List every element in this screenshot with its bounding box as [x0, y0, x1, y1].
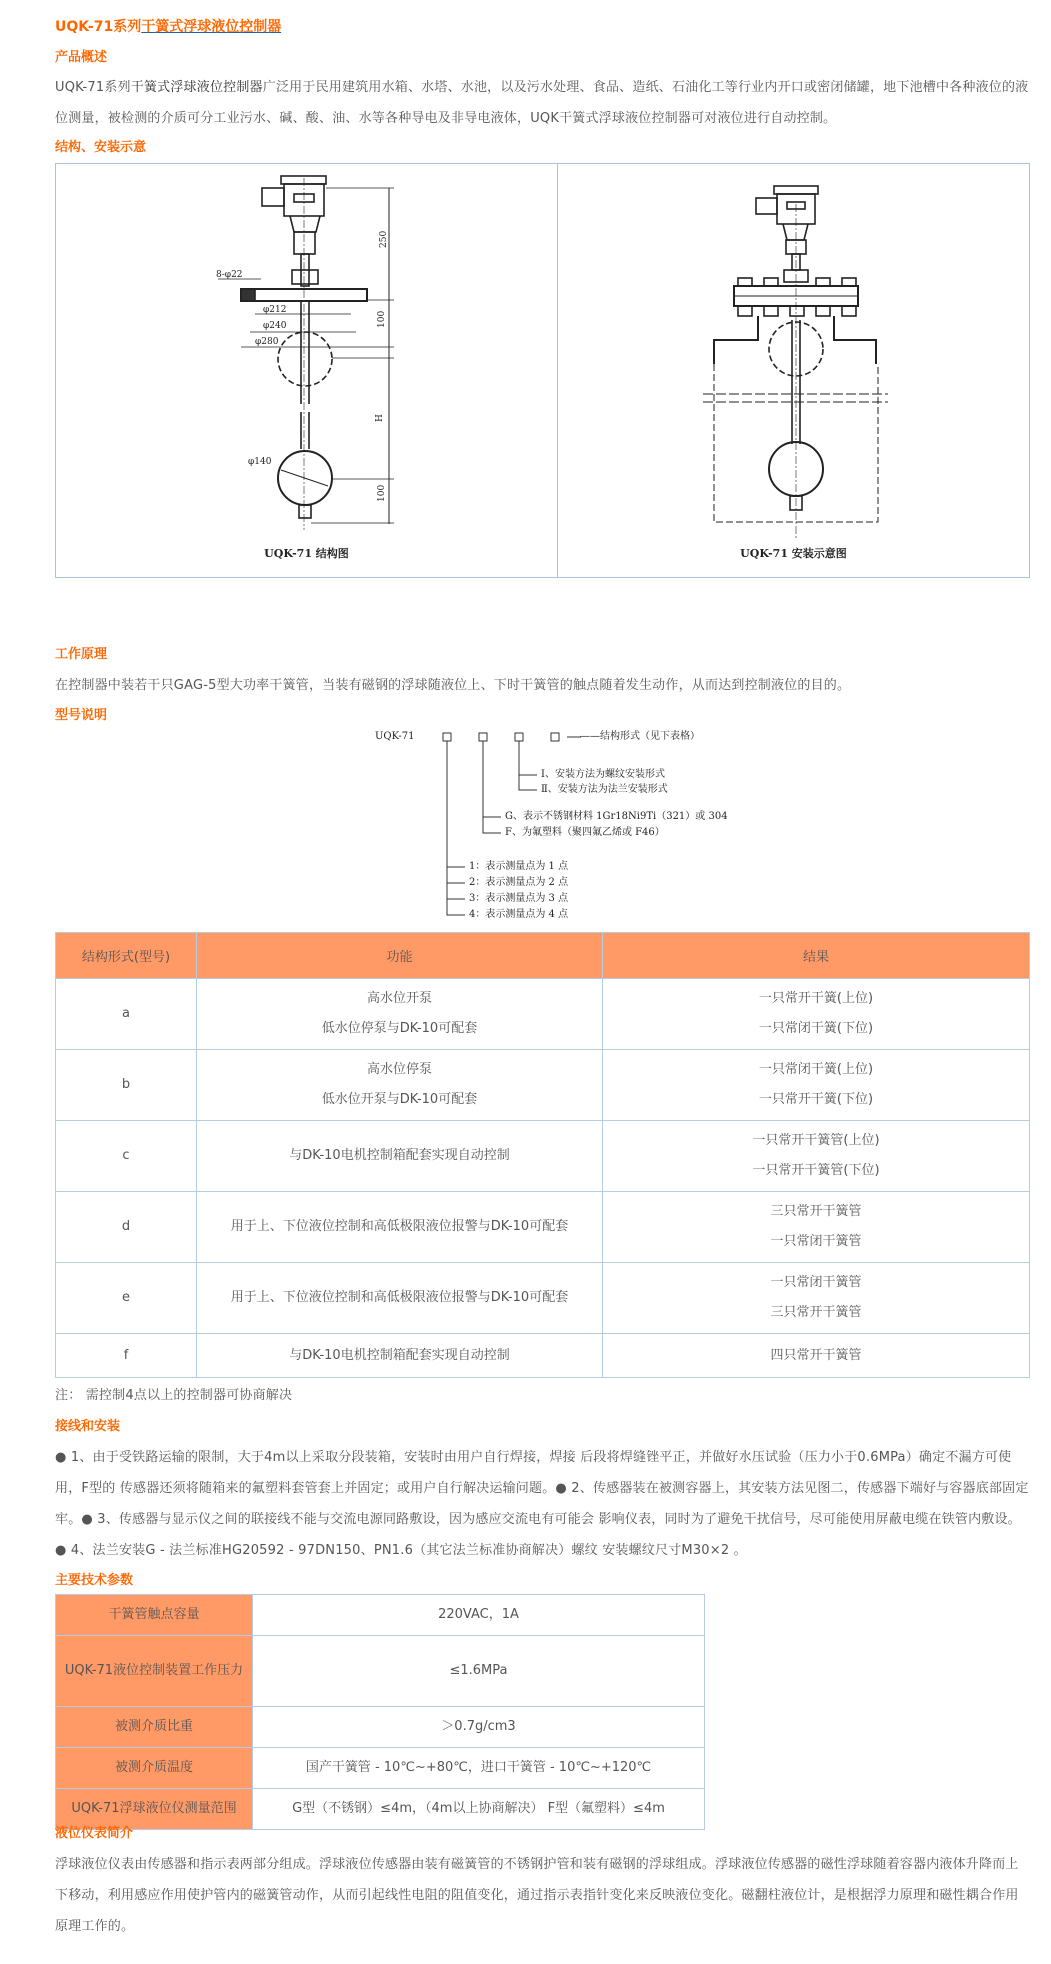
- header-function: 功能: [197, 933, 603, 979]
- row-function: 高水位开泵 低水位停泵与DK-10可配套: [197, 979, 603, 1050]
- model-points-4: 4：表示测量点为 4 点: [469, 909, 569, 920]
- row-result: 一只常开干簧管(上位) 一只常开干簧管(下位): [603, 1121, 1030, 1192]
- row-result: 一只常开干簧(上位) 一只常闭干簧(下位): [603, 979, 1030, 1050]
- model-points-1: 1：表示测量点为 1 点: [469, 861, 569, 872]
- svg-text:H: H: [375, 414, 385, 422]
- table-row: [56, 1748, 705, 1789]
- row-function: 与DK-10电机控制箱配套实现自动控制: [197, 1121, 603, 1192]
- installation-drawing-cell: [558, 164, 1029, 577]
- title-prefix: UQK-71系列: [55, 19, 142, 35]
- svg-text:φ280: φ280: [255, 337, 279, 347]
- function-table-note: 注： 需控制4点以上的控制器可协商解决: [55, 1388, 293, 1403]
- row-type: b: [56, 1050, 197, 1121]
- row-function: 用于上、下位液位控制和高低极限液位报警与DK-10可配套: [197, 1192, 603, 1263]
- header-type: 结构形式(型号): [56, 933, 197, 979]
- section-heading-structure: 结构、安装示意: [55, 140, 147, 155]
- section-heading-principle: 工作原理: [55, 647, 108, 662]
- table-row: [56, 1636, 705, 1707]
- row-result: 一只常闭干簧管 三只常开干簧管: [603, 1263, 1030, 1334]
- row-type: f: [56, 1334, 197, 1378]
- param-value: 220VAC，1A: [253, 1595, 705, 1636]
- table-row: [56, 1050, 1030, 1121]
- overview-highlight: 干簧式浮球液位控制器: [130, 80, 263, 95]
- principle-paragraph: 在控制器中装若干只GAG-5型大功率干簧管，当装有磁钢的浮球随液位上、下时干簧管的触点随着发生动作，从而达到控制液位的目的。: [55, 678, 851, 693]
- row-type: c: [56, 1121, 197, 1192]
- function-table: [55, 932, 1030, 1378]
- param-key: UQK-71液位控制装置工作压力: [56, 1636, 253, 1707]
- svg-text:8-φ22: 8-φ22: [216, 270, 243, 280]
- row-function: 高水位停泵 低水位开泵与DK-10可配套: [197, 1050, 603, 1121]
- page-title: [55, 17, 281, 37]
- model-code-label: UQK-71: [375, 731, 415, 742]
- model-points-2: 2：表示测量点为 2 点: [469, 877, 569, 888]
- table-row: [56, 1789, 705, 1830]
- row-result: 三只常开干簧管 一只常闭干簧管: [603, 1192, 1030, 1263]
- table-row: [56, 1595, 705, 1636]
- table-row: [56, 1121, 1030, 1192]
- structure-drawing-caption: UQK-71 结构图: [264, 547, 349, 560]
- param-value: ≤1.6MPa: [253, 1636, 705, 1707]
- row-function: 用于上、下位液位控制和高低极限液位报警与DK-10可配套: [197, 1263, 603, 1334]
- function-table-header: [56, 933, 1030, 979]
- structure-drawing-icon: [56, 164, 556, 577]
- title-product-link[interactable]: 干簧式浮球液位控制器: [141, 19, 282, 35]
- row-type: d: [56, 1192, 197, 1263]
- section-heading-params: 主要技术参数: [55, 1573, 134, 1588]
- row-type: a: [56, 979, 197, 1050]
- installation-drawing-icon: [558, 164, 1030, 577]
- param-key: UQK-71浮球液位仪测量范围: [56, 1789, 253, 1830]
- param-key: 被测介质比重: [56, 1707, 253, 1748]
- row-result: 一只常闭干簧(上位) 一只常开干簧(下位): [603, 1050, 1030, 1121]
- params-table: [55, 1594, 705, 1830]
- section-heading-model: 型号说明: [55, 708, 108, 723]
- param-value: 国产干簧管 - 10℃~+80℃，进口干簧管 - 10℃~+120℃: [253, 1748, 705, 1789]
- model-structure-label: ——结构形式（见下表格）: [580, 731, 700, 742]
- header-result: 结果: [603, 933, 1030, 979]
- model-code-diagram: [375, 730, 735, 925]
- svg-text:φ240: φ240: [263, 321, 287, 331]
- structure-diagram-table: [55, 163, 1030, 578]
- param-key: 干簧管触点容量: [56, 1595, 253, 1636]
- param-key: 被测介质温度: [56, 1748, 253, 1789]
- model-material-f: F、为氟塑料（聚四氟乙烯或 F46）: [505, 827, 665, 838]
- section-heading-intro: 液位仪表简介: [55, 1826, 134, 1841]
- table-row: [56, 1263, 1030, 1334]
- svg-text:φ212: φ212: [263, 305, 287, 315]
- structure-drawing-cell: [56, 164, 558, 577]
- overview-paragraph: UQK-71系列干簧式浮球液位控制器广泛用于民用建筑用水箱、水塔、水池，以及污水处理、食品、造纸、石油化工等行业内开口或密闭储罐，地下池槽中各种液位的液位测量，被检测的介质可分工业污水、碱、酸、油、水等各种导电及非导电液体，UQK干簧式浮球液位控制器可对液位进行自动控制。: [55, 80, 1029, 126]
- param-value: ＞0.7g/cm3: [253, 1707, 705, 1748]
- section-heading-wiring: 接线和安装: [55, 1419, 121, 1434]
- row-function: 与DK-10电机控制箱配套实现自动控制: [197, 1334, 603, 1378]
- installation-drawing-caption: UQK-71 安装示意图: [740, 547, 847, 560]
- model-install-2: Ⅱ、安装方法为法兰安装形式: [541, 784, 668, 795]
- svg-text:φ140: φ140: [248, 457, 272, 467]
- svg-text:250: 250: [379, 230, 389, 248]
- section-heading-overview: 产品概述: [55, 50, 108, 65]
- table-row: [56, 1192, 1030, 1263]
- param-value: G型（不锈钢）≤4m，（4m以上协商解决） F型（氟塑料）≤4m: [253, 1789, 705, 1830]
- row-result: 四只常开干簧管: [603, 1334, 1030, 1378]
- svg-text:100: 100: [377, 484, 387, 502]
- table-row: [56, 1334, 1030, 1378]
- svg-text:100: 100: [377, 310, 387, 328]
- model-material-g: G、表示不锈钢材料 1Gr18Ni9Ti（321）或 304: [505, 811, 728, 822]
- model-points-3: 3：表示测量点为 3 点: [469, 893, 569, 904]
- row-type: e: [56, 1263, 197, 1334]
- table-row: [56, 979, 1030, 1050]
- table-row: [56, 1707, 705, 1748]
- model-install-1: Ⅰ、安装方法为螺纹安装形式: [541, 769, 665, 780]
- intro-paragraph: 浮球液位仪表由传感器和指示表两部分组成。浮球液位传感器由装有磁簧管的不锈钢护管和装有磁钢的浮球组成。浮球液位传感器的磁性浮球随着容器内液体升降而上下移动，利用感应作用使护管内的磁簧管动作，从而引起线性电阻的阻值变化，通过指示表指针变化来反映液位变化。磁翻柱液位计，是根据浮力原理和磁性耦合作用原理工作的。: [55, 1857, 1019, 1934]
- wiring-paragraph: ● 1、由于受铁路运输的限制，大于4m以上采取分段装箱，安装时由用户自行焊接，焊接 后段将焊缝锉平正，并做好水压试验（压力小于0.6MPa）确定不漏方可使用，F型的 传感器还须将随箱来的氟塑料套管套上并固定；或用户自行解决运输问题。● 2、传感器装在被测容器上，其安装方法见图二，传感器下端好与容器底部固定牢。● 3、传感器与显示仪之间的联接线不能与交流电源同路敷设，因为感应交流电有可能会 影响仪表，同时为了避免干扰信号，尽可能使用屏蔽电缆在铁管内敷设。● 4、法兰安装G - 法兰标准HG20592 - 97DN150、PN1.6（其它法兰标准协商解决）螺纹 安装螺纹尺寸M30×2 。: [55, 1450, 1029, 1558]
